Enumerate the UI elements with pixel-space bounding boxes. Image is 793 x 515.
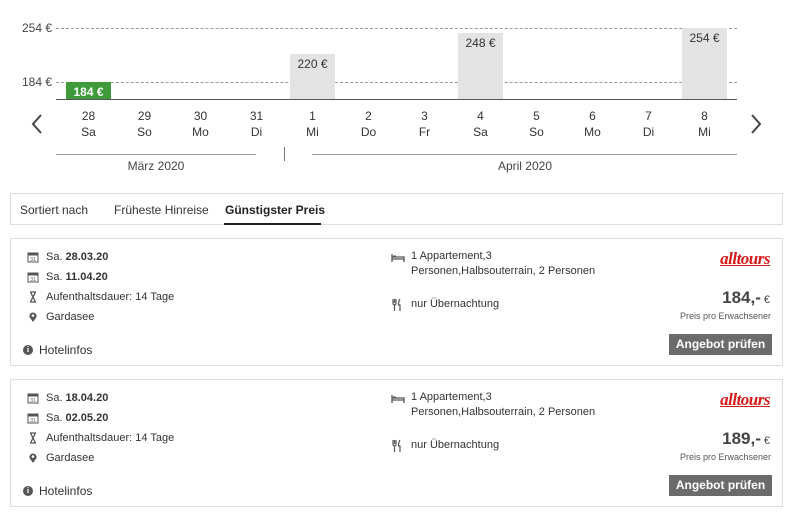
y-axis-label-min: 184 € [21,75,52,89]
active-sort-indicator [224,223,321,225]
location-pin-icon [27,452,39,464]
price-bar[interactable] [458,33,503,100]
day-number: 6 [589,109,596,123]
day-number: 29 [137,109,152,123]
calendar-icon [27,412,39,424]
day-column[interactable] [66,108,111,140]
sort-option-earliest-departure[interactable]: Früheste Hinreise [114,203,209,217]
weekday: Mi [698,125,711,139]
month-line-april [312,154,737,155]
day-number: 5 [533,109,540,123]
weekday: Mo [192,125,209,139]
room-description: 1 Appartement,3 Personen,Halbsouterrain, 2 Personen [411,390,611,420]
bed-icon [391,251,405,263]
chart-baseline [56,99,737,100]
day-column[interactable] [682,108,727,140]
day-column[interactable] [458,108,503,140]
cutlery-icon [391,439,403,453]
hourglass-icon [27,432,39,444]
check-offer-button[interactable]: Angebot prüfen [669,475,772,496]
svg-text:31: 31 [30,418,36,424]
room-description: 1 Appartement,3 Personen,Halbsouterrain, 2 Personen [411,249,611,279]
day-number: 4 [477,109,484,123]
calendar-icon [27,392,39,404]
price-bar[interactable] [290,54,335,100]
svg-text:31: 31 [30,277,36,283]
stay-duration: Aufenthaltsdauer: 14 Tage [27,430,174,446]
meal-plan: nur Übernachtung [411,298,499,310]
info-icon: i [23,345,33,355]
month-label-april: April 2020 [497,159,553,173]
operator-logo: alltours [720,390,770,409]
svg-text:31: 31 [30,398,36,404]
day-number: 28 [81,109,96,123]
check-offer-button[interactable]: Angebot prüfen [669,334,772,355]
day-column[interactable] [234,108,279,140]
weekday: Di [642,125,655,139]
price: 189,- € [722,429,770,448]
weekday: Sa [81,125,96,139]
svg-text:31: 31 [30,257,36,263]
operator-logo: alltours [720,249,770,268]
return-date: 31 Sa. 02.05.20 [27,410,108,426]
day-number: 3 [421,109,428,123]
weekday: Mo [584,125,601,139]
chevron-left-icon [28,112,48,136]
hotelinfo-link[interactable]: i Hotelinfos [23,343,92,357]
return-date: 31 Sa. 11.04.20 [27,269,108,285]
sort-option-cheapest-price[interactable]: Günstigster Preis [225,203,326,217]
weekday: Mi [306,125,319,139]
price-bar-label: 220 € [297,57,328,72]
day-number: 2 [365,109,372,123]
destination: Gardasee [27,450,94,466]
price-bar[interactable] [66,82,111,100]
offer-card [10,379,783,507]
weekday: Fr [418,125,431,139]
destination: Gardasee [27,309,94,325]
cutlery-icon [391,298,403,312]
price-note: Preis pro Erwachsener [679,452,771,462]
price-note: Preis pro Erwachsener [679,311,771,321]
info-icon: i [23,486,33,496]
weekday: Di [250,125,263,139]
price-bar[interactable] [682,28,727,100]
day-column[interactable] [346,108,391,140]
meal-plan: nur Übernachtung [411,439,499,451]
departure-date: 31 Sa. 18.04.20 [27,390,108,406]
day-number: 7 [645,109,652,123]
day-column[interactable] [178,108,223,140]
day-number: 1 [309,109,316,123]
next-dates-button[interactable] [745,112,765,136]
day-column[interactable] [626,108,671,140]
prev-dates-button[interactable] [28,112,48,136]
day-number: 8 [701,109,708,123]
price: 184,- € [722,288,770,307]
month-label-march: März 2020 [127,159,185,173]
day-column[interactable] [514,108,559,140]
price-bar-label: 248 € [465,35,496,50]
day-column[interactable] [402,108,447,140]
stay-duration: Aufenthaltsdauer: 14 Tage [27,289,174,305]
location-pin-icon [27,311,39,323]
day-column[interactable] [122,108,167,140]
day-column[interactable] [570,108,615,140]
month-line-march [56,154,256,155]
day-number: 30 [193,109,208,123]
weekday: So [529,125,544,139]
hotelinfo-link[interactable]: i Hotelinfos [23,484,92,498]
price-calendar [0,0,793,185]
bed-icon [391,392,405,404]
calendar-icon [27,271,39,283]
day-number: 31 [249,109,264,123]
calendar-icon [27,251,39,263]
month-separator [284,147,285,161]
price-bar-label: 254 € [689,31,720,45]
price-bar-label: 184 € [73,85,104,99]
chevron-right-icon [745,112,765,136]
hourglass-icon [27,291,39,303]
departure-date: 31 Sa. 28.03.20 [27,249,108,265]
sort-bar [10,193,783,225]
sort-label: Sortiert nach [20,203,89,217]
weekday: So [137,125,152,139]
weekday: Sa [473,125,488,139]
weekday: Do [360,125,377,139]
offer-card [10,238,783,366]
y-axis-label-max: 254 € [21,21,52,35]
price-bars [0,0,793,100]
day-column[interactable] [290,108,335,140]
